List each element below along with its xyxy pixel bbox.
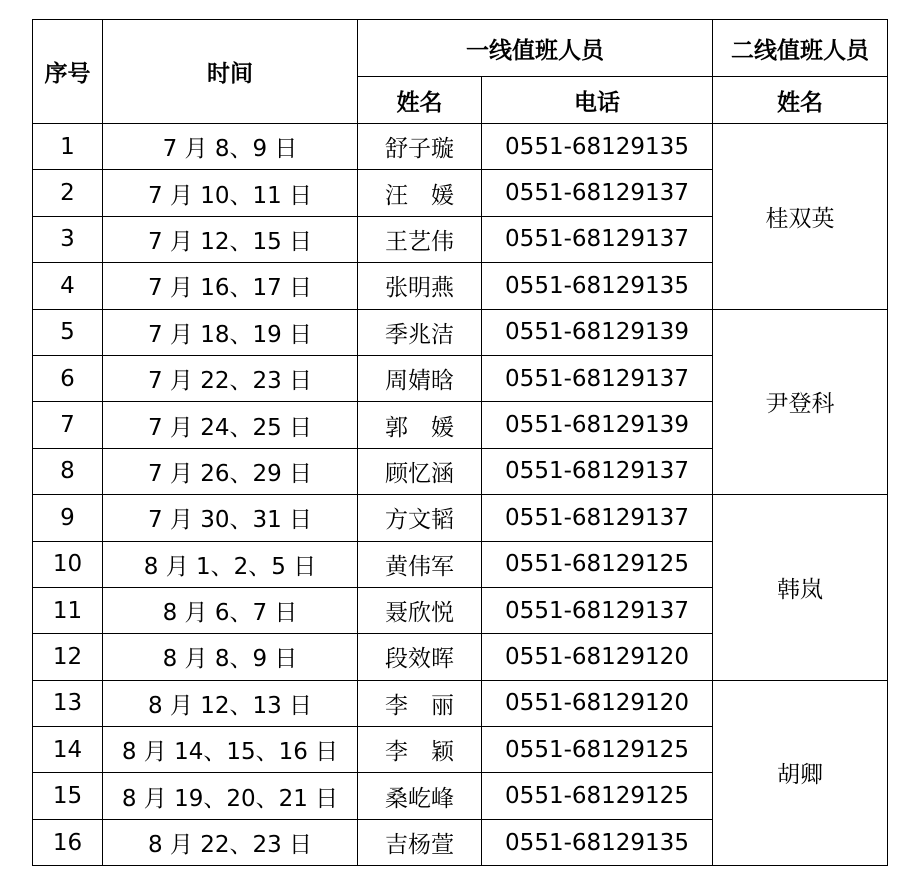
cell-phone: 0551-68129137: [482, 355, 713, 401]
cell-name: 汪 媛: [358, 170, 482, 216]
cell-date: 8 月 12、13 日: [103, 680, 358, 726]
cell-phone: 0551-68129137: [482, 448, 713, 494]
duty-roster-table: [32, 19, 888, 866]
cell-date: 7 月 24、25 日: [103, 402, 358, 448]
cell-phone: 0551-68129125: [482, 727, 713, 773]
group-header-second-line: 二线值班人员: [713, 20, 888, 77]
cell-date: 8 月 19、20、21 日: [103, 773, 358, 819]
cell-date: 8 月 1、2、5 日: [103, 541, 358, 587]
cell-name: 张明燕: [358, 263, 482, 309]
cell-index: 4: [33, 263, 103, 309]
cell-date: 8 月 6、7 日: [103, 587, 358, 633]
cell-phone: 0551-68129135: [482, 124, 713, 170]
cell-index: 2: [33, 170, 103, 216]
cell-name: 李 丽: [358, 680, 482, 726]
cell-name: 方文韬: [358, 495, 482, 541]
column-header-second-name: 姓名: [713, 77, 888, 124]
cell-index: 13: [33, 680, 103, 726]
cell-index: 15: [33, 773, 103, 819]
cell-index: 10: [33, 541, 103, 587]
cell-date: 7 月 16、17 日: [103, 263, 358, 309]
cell-date: 7 月 26、29 日: [103, 448, 358, 494]
cell-date: 7 月 8、9 日: [103, 124, 358, 170]
cell-name: 黄伟军: [358, 541, 482, 587]
cell-index: 9: [33, 495, 103, 541]
cell-phone: 0551-68129120: [482, 680, 713, 726]
cell-phone: 0551-68129120: [482, 634, 713, 680]
cell-date: 8 月 14、15、16 日: [103, 727, 358, 773]
cell-date: 8 月 8、9 日: [103, 634, 358, 680]
cell-phone: 0551-68129125: [482, 541, 713, 587]
cell-name: 季兆洁: [358, 309, 482, 355]
cell-index: 14: [33, 727, 103, 773]
cell-index: 3: [33, 216, 103, 262]
cell-date: 7 月 18、19 日: [103, 309, 358, 355]
cell-phone: 0551-68129139: [482, 402, 713, 448]
column-header-phone: 电话: [482, 77, 713, 124]
cell-phone: 0551-68129137: [482, 170, 713, 216]
column-header-name: 姓名: [358, 77, 482, 124]
cell-date: 7 月 22、23 日: [103, 355, 358, 401]
cell-phone: 0551-68129139: [482, 309, 713, 355]
cell-name: 李 颖: [358, 727, 482, 773]
cell-index: 12: [33, 634, 103, 680]
cell-index: 16: [33, 819, 103, 865]
cell-index: 1: [33, 124, 103, 170]
table-row: [33, 124, 888, 170]
cell-index: 8: [33, 448, 103, 494]
column-header-date: 时间: [103, 20, 358, 124]
cell-phone: 0551-68129125: [482, 773, 713, 819]
cell-name: 段效晖: [358, 634, 482, 680]
cell-name: 舒子璇: [358, 124, 482, 170]
cell-name: 吉杨萱: [358, 819, 482, 865]
cell-date: 7 月 12、15 日: [103, 216, 358, 262]
cell-date: 7 月 30、31 日: [103, 495, 358, 541]
cell-second-line-name: 尹登科: [713, 309, 888, 495]
cell-name: 聂欣悦: [358, 587, 482, 633]
table-row: [33, 495, 888, 541]
cell-name: 顾忆涵: [358, 448, 482, 494]
cell-second-line-name: 胡卿: [713, 680, 888, 866]
cell-name: 周婧晗: [358, 355, 482, 401]
cell-name: 桑屹峰: [358, 773, 482, 819]
cell-phone: 0551-68129137: [482, 495, 713, 541]
group-header-first-line: 一线值班人员: [358, 20, 713, 77]
column-header-index: 序号: [33, 20, 103, 124]
cell-second-line-name: 桂双英: [713, 124, 888, 310]
cell-phone: 0551-68129137: [482, 216, 713, 262]
header-row-1: [33, 20, 888, 77]
cell-date: 7 月 10、11 日: [103, 170, 358, 216]
cell-name: 郭 媛: [358, 402, 482, 448]
cell-phone: 0551-68129137: [482, 587, 713, 633]
cell-index: 6: [33, 355, 103, 401]
cell-index: 7: [33, 402, 103, 448]
cell-date: 8 月 22、23 日: [103, 819, 358, 865]
cell-phone: 0551-68129135: [482, 263, 713, 309]
table-row: [33, 309, 888, 355]
cell-index: 5: [33, 309, 103, 355]
cell-phone: 0551-68129135: [482, 819, 713, 865]
cell-second-line-name: 韩岚: [713, 495, 888, 681]
cell-index: 11: [33, 587, 103, 633]
cell-name: 王艺伟: [358, 216, 482, 262]
table-row: [33, 680, 888, 726]
